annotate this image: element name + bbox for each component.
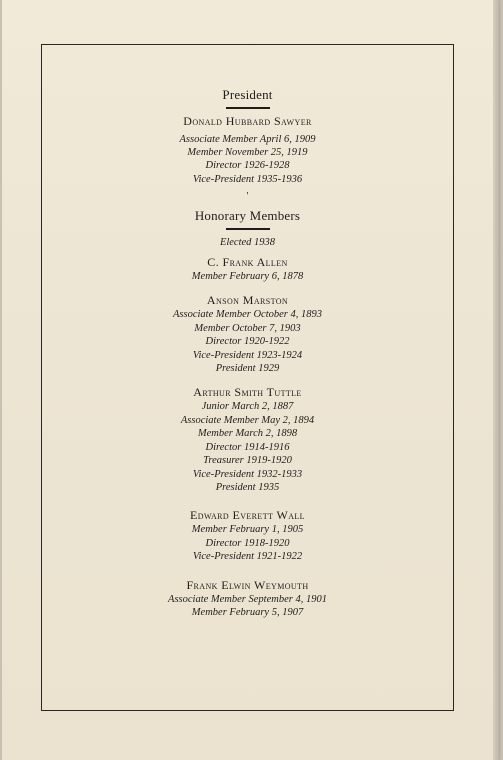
member-record-line: Associate Member May 2, 1894 xyxy=(180,414,315,426)
member-record-line: Director 1920-1922 xyxy=(205,336,290,348)
member-record-line: Member February 1, 1905 xyxy=(191,524,304,536)
elected-year: Elected 1938 xyxy=(219,236,276,248)
member-record-line: President 1929 xyxy=(215,363,280,375)
member-record-line: Member March 2, 1898 xyxy=(197,428,298,440)
member-record-line: Associate Member October 4, 1893 xyxy=(172,309,322,321)
member-name-wall: Edward Everett Wall xyxy=(190,508,305,523)
member-record-line: Vice-President 1921-1922 xyxy=(192,551,303,563)
member-name-tuttle: Arthur Smith Tuttle xyxy=(193,385,302,400)
honorary-heading-rule xyxy=(226,228,270,230)
member-record-line: Member October 7, 1903 xyxy=(194,322,301,334)
president-heading-rule xyxy=(226,107,270,109)
president-record-line: Director 1926-1928 xyxy=(205,160,290,172)
president-record-line: Vice-President 1935-1936 xyxy=(192,173,303,185)
member-record-line: Member February 5, 1907 xyxy=(191,606,304,618)
president-record-line: Member November 25, 1919 xyxy=(187,146,308,158)
member-record-line: Associate Member September 4, 1901 xyxy=(168,593,327,605)
member-record-line: President 1935 xyxy=(215,481,280,493)
member-record-line: Vice-President 1923-1924 xyxy=(192,349,303,361)
member-record-line: Treasurer 1919-1920 xyxy=(203,455,292,467)
member-record-line: Junior March 2, 1887 xyxy=(201,401,294,413)
member-record-line: Director 1914-1916 xyxy=(205,441,290,453)
page-edge xyxy=(493,0,499,760)
member-record-line: Vice-President 1932-1933 xyxy=(192,468,303,480)
member-record-line: Director 1918-1920 xyxy=(205,537,290,549)
member-name-allen: C. Frank Allen xyxy=(207,255,288,270)
member-name-marston: Anson Marston xyxy=(206,293,289,308)
member-record-line: Member February 6, 1878 xyxy=(191,271,304,283)
page-content xyxy=(41,44,454,619)
member-name-weymouth: Frank Elwin Weymouth xyxy=(186,577,309,592)
separator-mark: ' xyxy=(246,191,249,203)
honorary-heading: Honorary Members xyxy=(194,208,301,224)
president-record-line: Associate Member April 6, 1909 xyxy=(179,133,316,145)
president-heading: President xyxy=(222,87,273,102)
president-name: Donald Hubbard Sawyer xyxy=(183,113,312,128)
